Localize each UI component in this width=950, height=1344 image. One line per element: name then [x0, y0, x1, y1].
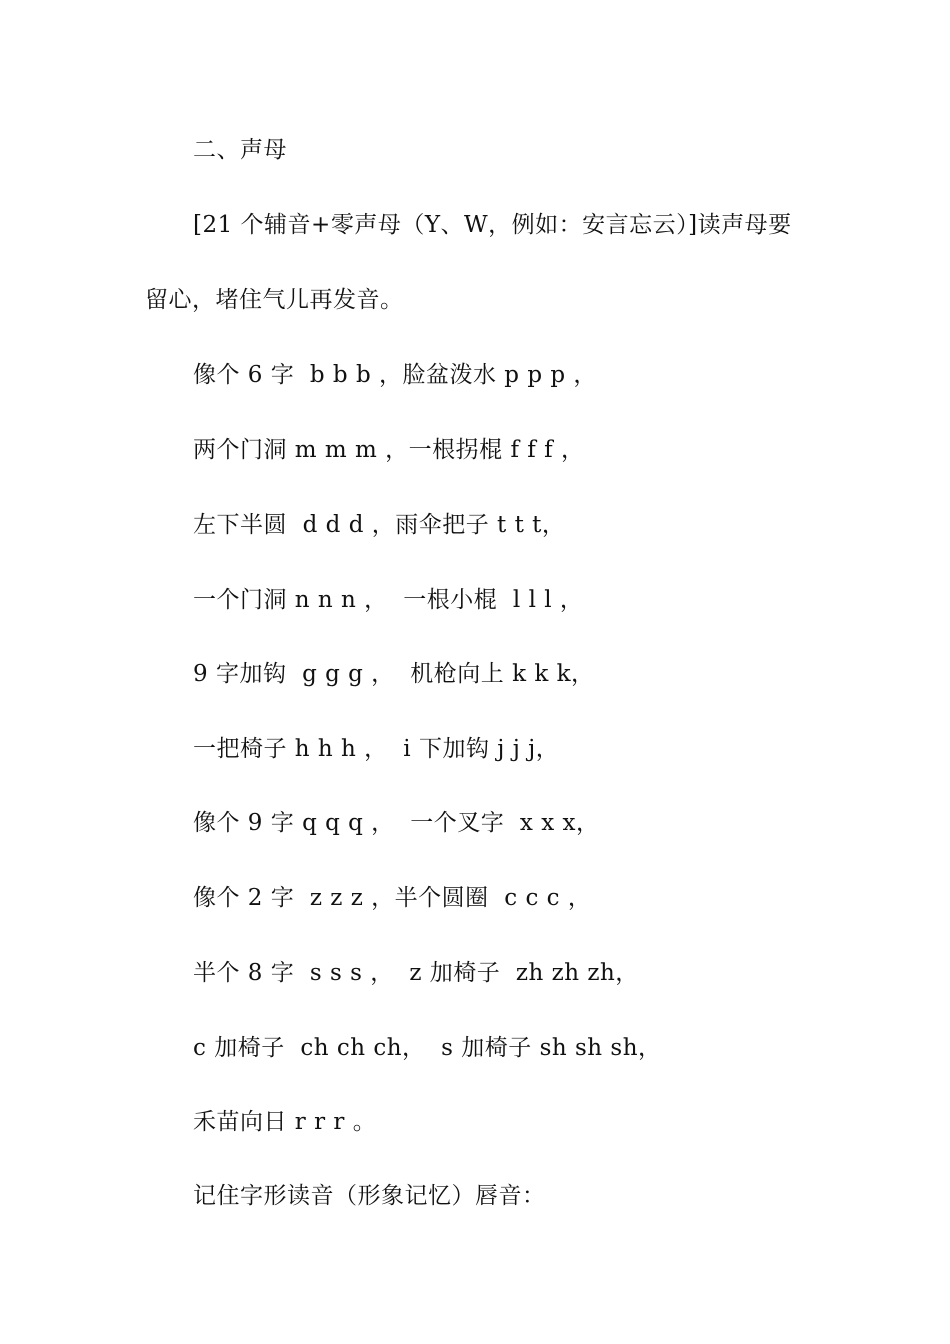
- intro-text-line-2: 留心，堵住气儿再发音。: [145, 287, 404, 313]
- rhyme-line: 左下半圆 d d d ，雨伞把子 t t t，: [193, 512, 566, 538]
- rhyme-line: c 加椅子 ch ch ch， s 加椅子 sh sh sh，: [193, 1035, 662, 1061]
- intro-text-line-1: [21 个辅音+零声母（Y、W，例如：安言忘云）]读声母要: [193, 212, 792, 238]
- rhyme-line: 禾苗向日 r r r 。: [193, 1109, 377, 1135]
- rhyme-line: 像个 2 字 z z z ，半个圆圈 c c c ，: [193, 885, 592, 911]
- rhyme-line: 半个 8 字 s s s ， z 加椅子 zh zh zh，: [193, 960, 639, 986]
- rhyme-line: 一个门洞 n n n ， 一根小棍 l l l ，: [193, 587, 584, 613]
- rhyme-line: 像个 9 字 q q q ， 一个叉字 x x x，: [193, 810, 600, 836]
- rhyme-line: 两个门洞 m m m ，一根拐棍 f f f ，: [193, 437, 585, 463]
- rhyme-line: 像个 6 字 b b b ，脸盆泼水 p p p ，: [193, 362, 597, 388]
- rhyme-line: 一把椅子 h h h ， i 下加钩 j j j，: [193, 736, 560, 762]
- section-heading: 二、声母: [193, 137, 287, 163]
- rhyme-line: 9 字加钩 g g g ， 机枪向上 k k k，: [193, 661, 595, 687]
- closing-text: 记住字形读音（形象记忆）唇音：: [193, 1183, 546, 1209]
